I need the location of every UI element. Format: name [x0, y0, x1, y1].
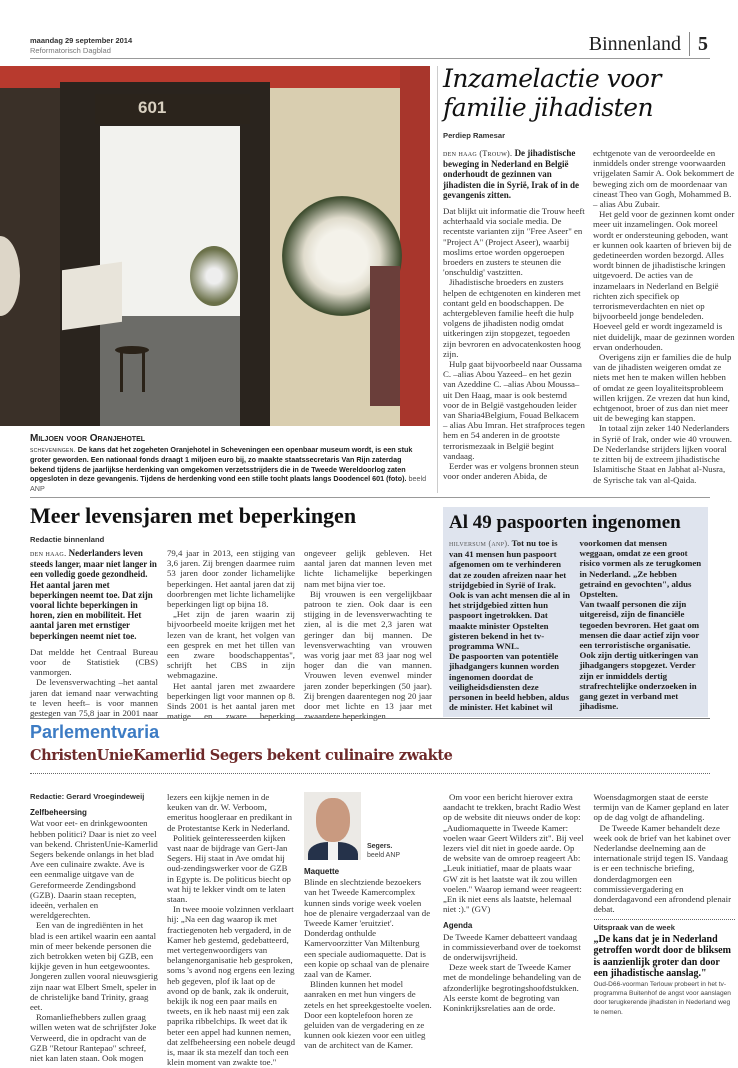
paragraph: Bij vrouwen is een vergelijkbaar patroon te zien. Ook daar is een stijging in de levensverwachting te zien, al is die met 2,3 jaren wat geringer dan bij mannen. De levensverwachting van vrouwen was vorig jaar met 83 jaar nog wel hoger dan die van mannen. Vrouwen leven evenwel minder jaren zonder beperkingen (50 jaar). Zij brengen daarentegen nog 20 jaar door met lichte en 13 jaar met zwaardere beperkingen.: [304, 588, 432, 722]
subheading-zelfbeheersing: Zelfbeheersing: [30, 808, 87, 818]
paragraph: Om voor een bericht hierover extra aandacht te trekken, bracht Radio West op de website dit nieuws onder de kop: „Audiomaquette in Tweede Kamer: voelen waar Geert Wilders zit". Bij veel lezers viel dit niet in goede aarde. Op de website van de omroep reageert Ab: „Leuk initiatief, maar de plaats waar GW zit is het laatste wat ik zou willen voelen." Waarop iemand weer reageert: „En ik niet eens als laatste, helemaal niet :)." (GV): [443, 792, 584, 915]
section-name: Binnenland: [589, 32, 690, 56]
article2-body: [30, 548, 432, 721]
paragraph: Eerder was er volgens bronnen steun voor onder anderen Abida, de echtgenote van de veroordeelde en inmiddels onder strenge voorwaarden vrijgelaten Samir A. Ook bekommert de beweging zich om de moordenaar van cineast Theo van Gogh, Mohammed B. – alias Abu Zubair.: [443, 148, 735, 482]
door-number: 601: [138, 98, 167, 117]
subheading-agenda: Agenda: [443, 921, 473, 931]
rubric-title: Parlementvaria: [30, 722, 160, 742]
paper-name: Reformatorisch Dagblad: [30, 46, 111, 55]
caption-text: De kans dat het zogeheten Oranjehotel in Scheveningen een openbaar museum wordt, is een stuk groter geworden. Een nationaal fonds draagt 1 miljoen euro bij, zo maakte staatssecretaris Van Rijn zaterdag bekend tijdens de jaarlijkse herdenking van omgekomen verzetsstrijders die in de Tweede Wereldoorlog zaten opgesloten in deze gevangenis. Tijdens de herdenking vond een stille tocht plaats langs Doodencel 601 (foto).: [30, 445, 413, 484]
issue-date: maandag 29 september 2014: [30, 36, 133, 45]
header-rule: [30, 58, 710, 59]
news-box: [443, 507, 708, 717]
caption-title: Miljoen voor Oranjehotel: [30, 433, 146, 444]
paragraph: Overigens zijn er families die de hulp van de jihadisten weigeren omdat ze niets met hen te maken willen hebben of omdat ze geen loyaliteitsprobleem willen krijgen. Ze vrezen dat hun kind, echtgenoot, broer of zus dan niet meer uit de beweging kan stappen.: [593, 352, 732, 424]
photo-caption-segers: Segers.: [367, 843, 393, 850]
section-rule: [30, 718, 710, 719]
subheading-maquette: Maquette: [304, 867, 340, 876]
quote-of-week: „De kans dat je in Nederland getroffen wordt door de bliksem is aanzienlijk groter dan door een jihadistische aanslag.": [593, 933, 731, 980]
paragraph: In totaal zijn zeker 140 Nederlanders in Syrië of Irak, onder wie 40 vrouwen. De Nederlandse strijders lijken vooral te zitten bij de extreem jihadistische Islamitische Staat en Jabhat al-Nusra, de Syrische tak van al-Qaida.: [593, 423, 733, 485]
photo-credit-segers: beeld ANP: [367, 852, 401, 859]
paragraph: Blinde en slechtziende bezoekers van het Tweede Kamercomplex kunnen sinds vorige week voelen hoe de plenaire vergaderzaal van de Tweede Kamer 'eruitziet'. Donderdag onthulde Kamervoorzitter Van Miltenburg een speciale audiomaquette. Dat is een kopie op schaal van de plenaire zaal van de Kamer.: [304, 877, 431, 980]
article1-title: Inzamelactie voor familie jihadisten: [443, 64, 661, 122]
quote-note: Oud-D66-voorman Terlouw probeert in het tv-programma Buitenhof de angst voor aanslagen door terugkerende jihadisten in Nederland weg te nemen.: [593, 980, 731, 1016]
paragraph: Deze week start de Tweede Kamer met de mondelinge behandeling van de afzonderlijke begrotingshoofdstukken. Als eerste komt de begroting van Koninkrijksrelaties aan de orde. Woensdagmorgen staat de eerste termijn van de Kamer gepland en later op de dag volgt de afhandeling.: [443, 792, 729, 1014]
paragraph: Een van de ingrediënten in het blad is een artikel waarin een aantal min of meer bekende personen die zich betrokken weten bij GZB, een kijkje geven in hun eetgewoontes. Jongeren zullen vooral nieuwsgierig zijn naar wat Elbert Smelt, speler in de christelijke band Trinity, graag eet.: [30, 920, 158, 1013]
segers-photo: [304, 792, 361, 860]
dotted-rule: [30, 773, 710, 774]
paragraph: De Tweede Kamer debatteert vandaag in commissieverband over de toekomst de onderwijsvrijheid.: [443, 931, 581, 963]
paragraph: De levensverwachting –het aantal jaren dat iemand naar verwachting te leven heeft– is voor mannen gestegen van 75,8 jaar in 2001 naar 79,4 jaar in 2013, een stijging van 3,6 jaren. Zij brengen daarmee ruim 53 jaren door zonder lichamelijke beperkingen. Het aantal jaren dat zij doorbrengen met lichte lichamelijke beperkingen ligt op bijna 18.: [30, 548, 295, 719]
dotted-rule: [594, 919, 736, 920]
article2-lead: Nederlanders leven steeds langer, maar niet langer in een volledig goede gezondheid. Het aantal jaren met beperkingen neemt toe. Dat zijn vooral lichte beperkingen in horen, zien en mobiliteit. Het aantal jaren met ernstiger beperkingen neemt niet toe.: [30, 548, 157, 641]
article3-title: Al 49 paspoorten ingenomen: [449, 512, 681, 533]
paragraph: Tot nu toe is van 41 mensen hun paspoort afgenomen om te verhinderen dat ze zouden afreizen naar het strijdgebied in Syrië of Irak. Ook is van acht mensen die al in het strijdgebied zitten hun paspoort ingetrokken. Dat maakte minister Opstelten gisteren bekend in het tv-programma WNL.: [449, 538, 570, 652]
segers-photo-block: [304, 792, 432, 860]
paragraph: Het aantal jaren met zwaardere beperkingen ligt voor mannen op 8. Sinds 2001 is het aantal jaren met matige en zware beperking ongeveer gelijk gebleven. Het aantal jaren dat mannen leven met lichte lichamelijke beperkingen nam met bijna vier toe.: [167, 548, 432, 722]
article2-dateline: den haag.: [30, 549, 67, 558]
paragraph: Politiek geïnteresseerden kijken vast naar de bijdrage van Gert-Jan Segers. Hij staat in Ave omdat hij oud-zendingswerker voor de GZB in Egypte is. De politicus biecht op wat hij te lekker vindt om te laten staan.: [167, 832, 291, 905]
article1-body: [443, 148, 735, 485]
paragraph: Blinden kunnen het model aanraken en met hun vingers de zetels en het spreekgestoelte voelen. Door een koptelefoon horen ze geluiden van de vergadering en ze kunnen ook kiezen voor een uitleg van de architect van de Kamer.: [304, 979, 432, 1051]
parlement-title: ChristenUnieKamerlid Segers bekent culinaire zwakte: [30, 747, 453, 764]
caption-dateline: scheveningen.: [30, 447, 76, 454]
caption-credit: beeld ANP: [30, 474, 427, 493]
paragraph: De paspoorten van potentiële jihadgangers kunnen worden ingenomen doordat de veiligheidsdiensten deze personen in beeld hebben, aldus de minister. Het kabinet wil voorkomen dat mensen weggaan, omdat ze een groot risico vormen als ze terugkomen in Nederland. „Ze hebben getraind en gevochten", aldus Opstelten.: [449, 538, 702, 713]
article1-lead: De jihadistische beweging in Nederland en België onderhoudt de gezinnen van jihadisten die in Syrië, Irak of in de gevangenis zitten.: [443, 148, 580, 200]
article1-dateline: den haag (Trouw).: [443, 149, 513, 158]
column-divider: [437, 66, 438, 493]
paragraph: Wat voor eet- en drinkgewoonten hebben politici? Daar is niet zo veel van bekend. ChristenUnie-Kamerlid Segers bekende onlangs in het blad Ave een culinaire zwakte. Ave is een eenmalige uitgave van de Gereformeerde Zendingsbond (GZB). Daarin staan recepten, ideeën, verhalen en wereldgerechten.: [30, 818, 158, 921]
paragraph: De Tweede Kamer behandelt deze week ook de brief van het kabinet over Nederlandse deelneming aan de internationale strijd tegen IS. Vandaag is er een technische briefing, donderdagmorgen een commissievergadering en donderdagavond een afrondend plenair debat.: [593, 822, 732, 915]
article3-dateline: hilversum (anp).: [449, 539, 510, 548]
paragraph: Jihadistische broeders en zusters helpen de echtgenoten en kinderen met contant geld en boodschappen. De achtergebleven familie heeft die hulp volgens de jihadisten nodig omdat uitkeringen zijn stopgezet, tegoeden zijn bevroren en advocatenkosten hoog zijn.: [443, 277, 581, 359]
paragraph: Dat meldde het Centraal Bureau voor de Statistiek (CBS) vanmorgen.: [30, 646, 158, 678]
paragraph: Het geld voor de gezinnen komt onder meer uit inzamelingen. Ook moreel wordt er ondersteuning geboden, want er kunnen ook kaarten of brieven bij de gedetineerden worden bezorgd. Alles wordt binnen de jihadistische kringen uitgevoerd. De acties van de inzamelaars in Nederland en België richten zich specifiek op terrorismeverdachten en niet op bijvoorbeeld jonge bendeleden. Hoeveel geld er wordt ingezameld is niet duidelijk, maar de gezinnen worden ervan onderhouden.: [593, 209, 735, 352]
paragraph: Van twaalf personen die zijn uitgereisd, zijn de financiële tegoeden bevroren. Het gaat om mensen die daar actief zijn voor een terroristische organisatie. Ook zijn dertig uitkeringen van jihadgangers stopgezet. Verder zijn er inmiddels dertig strafrechtelijke onderzoeken in gang gezet in verband met jihadisme.: [579, 599, 700, 712]
article1-byline: Perdiep Ramesar: [443, 131, 506, 140]
photo-caption: [30, 433, 428, 493]
parlement-body-left: [30, 792, 432, 1067]
parlement-byline: Redactie: Gerard Vroegindeweij: [30, 792, 145, 801]
parlement-body-right: [443, 792, 735, 1017]
page-number: 5: [698, 32, 708, 55]
section-rule: [30, 497, 710, 498]
paragraph: Dat blijkt uit informatie die Trouw heeft achterhaald via sociale media. De recentste varianten zijn "Free Aseer" en "Project A" (Project Aseer), waarbij moslims ertoe worden opgeroepen broeders en zusters te steunen die 'onschuldig' vastzitten.: [443, 206, 585, 278]
article2-title: Meer levensjaren met beperkingen: [30, 503, 357, 528]
paragraph: In twee mooie volzinnen verklaart hij: „Na een dag waarop ik met fractiegenoten heb vergaderd, in de Kamer heb gestemd, gedebatteerd, met vertegenwoordigers van belangenorganisatie heb gesproken, soms 's avond nog ergens een lezing heb gegeven, plof ik laat op de avond op de bank, zak ik onderuit, bekijk ik nog een paar mails en tweets, en ik heb naast mij een zak paprika ribbelchips. Ik weet dat ik beter een appel had kunnen nemen, dat zelfbeheersing een nobele deugd is, maar ik sta mezelf dan toch een klein moment van zwakte toe.": [167, 904, 295, 1068]
quote-label: Uitspraak van de week: [593, 923, 675, 933]
photo-oranjehotel: [0, 66, 430, 426]
paragraph: Hulp gaat bijvoorbeeld naar Oussama C. –alias Abou Yazeed– en het gezin van Azeddine C. –alias Abou Moussa– uit Den Haag, maar is ook bestemd voor de in België vastgehouden leider van Sharia4Belgium, Fouad Belkacem – alias Abu Imran. Het strafproces tegen hem en 54 anderen in de grootste terrorismezaak in België begint vandaag.: [443, 359, 585, 461]
paragraph: Romanliefhebbers zullen graag willen weten wat de schrijfster Joke Verweerd, die in opdracht van de GZB "Retour Rantepao" schreef, niet kan laten staan. Ook mogen lezers een kijkje nemen in de keuken van dr. W. Verboom, emeritus hoogleraar en predikant in de Protestantse Kerk in Nederland.: [30, 792, 293, 1064]
paragraph: „Het zijn de jaren waarin zij bijvoorbeeld moeite krijgen met het lezen van de krant, het volgen van een gesprek en met het tillen van een zware boodschappentas", schrijft het CBS in zijn webmagazine.: [167, 609, 295, 681]
article2-byline: Redactie binnenland: [30, 535, 105, 544]
